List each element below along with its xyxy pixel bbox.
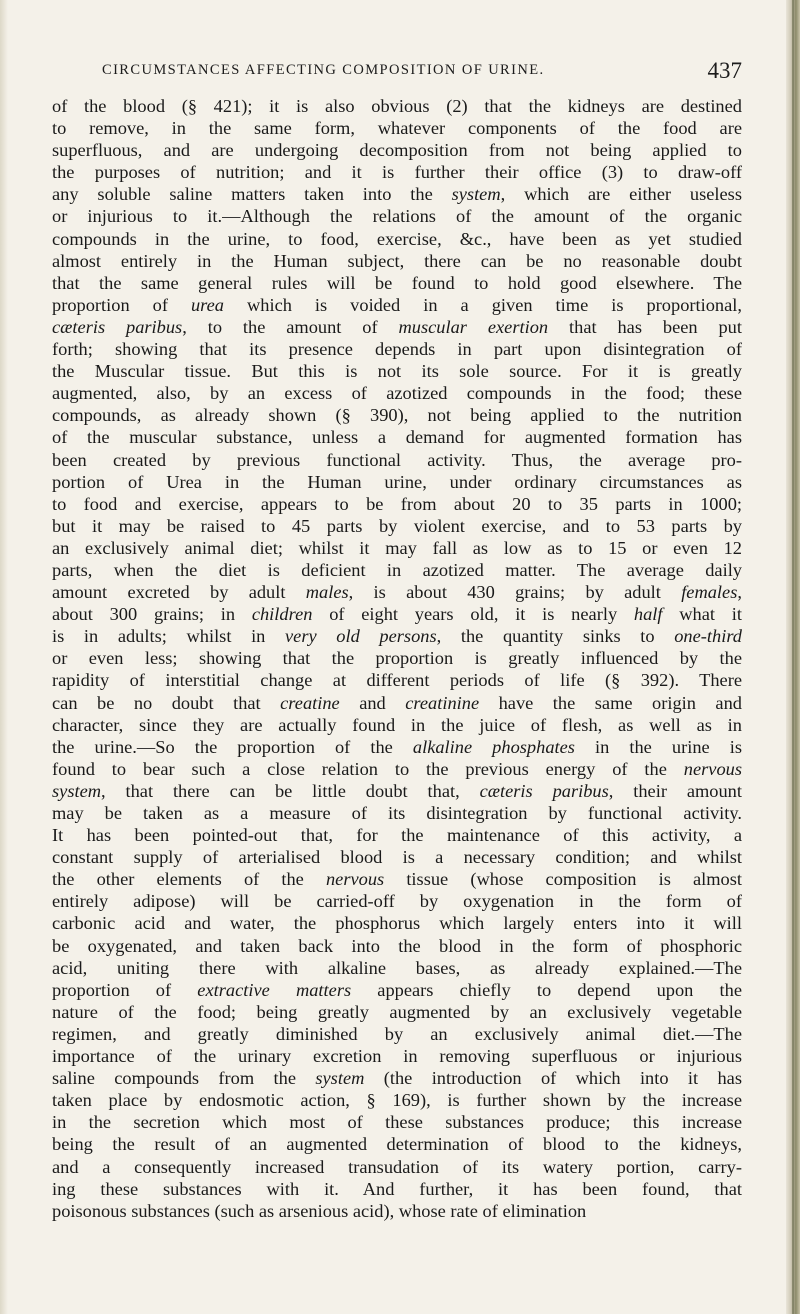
text-line: system, that there can be little doubt that, cæteris paribus, their amount <box>52 780 742 801</box>
text-line: poisonous substances (such as arsenious acid), whose rate of elimination <box>52 1200 587 1221</box>
running-head: CIRCUMSTANCES AFFECTING COMPOSITION OF URINE. <box>102 62 545 78</box>
text-line: be oxygenated, and taken back into the blood in the form of phosphoric <box>52 935 742 956</box>
text-line: proportion of urea which is voided in a given time is proportional, <box>52 294 742 315</box>
text-line: carbonic acid and water, the phosphorus which largely enters into it will <box>52 913 742 934</box>
text-line: entirely adipose) will be carried-off by oxygenation in the form of <box>52 891 742 912</box>
text-line: can be no doubt that creatine and creatinine have the same origin and <box>52 692 742 713</box>
text-line: character, since they are actually found in the juice of flesh, as well as in <box>52 714 742 735</box>
page-header <box>90 58 750 88</box>
text-line: taken place by endosmotic action, § 169), is further shown by the increase <box>52 1090 742 1111</box>
text-line: being the result of an augmented determination of blood to the kidneys, <box>52 1134 742 1155</box>
body-paragraph <box>52 95 742 1222</box>
text-line: saline compounds from the system (the introduction of which into it has <box>52 1068 742 1089</box>
text-line: been created by previous functional activity. Thus, the average pro- <box>52 449 742 470</box>
text-line: constant supply of arterialised blood is a necessary condition; and whilst <box>52 847 742 868</box>
text-line: It has been pointed-out that, for the maintenance of this activity, a <box>52 825 742 846</box>
text-line: to remove, in the same form, whatever components of the food are <box>52 118 742 139</box>
text-line: compounds, as already shown (§ 390), not being applied to the nutrition <box>52 405 742 426</box>
text-line: that the same general rules will be found to hold good elsewhere. The <box>52 272 742 293</box>
text-line: almost entirely in the Human subject, there can be no reasonable doubt <box>52 250 742 271</box>
text-line: or even less; showing that the proportion is greatly influenced by the <box>52 648 742 669</box>
text-line: rapidity of interstitial change at different periods of life (§ 392). There <box>52 670 742 691</box>
text-line: about 300 grains; in children of eight years old, it is nearly half what it <box>52 604 742 625</box>
text-line: augmented, also, by an excess of azotized compounds in the food; these <box>52 383 742 404</box>
text-line: portion of Urea in the Human urine, under ordinary circumstances as <box>52 471 742 492</box>
text-line: an exclusively animal diet; whilst it may fall as low as to 15 or even 12 <box>52 537 742 558</box>
text-line: but it may be raised to 45 parts by violent exercise, and to 53 parts by <box>52 515 742 536</box>
text-line: ing these substances with it. And further, it has been found, that <box>52 1178 742 1199</box>
text-line: acid, uniting there with alkaline bases, as already explained.—The <box>52 957 742 978</box>
text-line: the purposes of nutrition; and it is further their office (3) to draw-off <box>52 162 742 183</box>
text-line: regimen, and greatly diminished by an exclusively animal diet.—The <box>52 1023 742 1044</box>
text-line: found to bear such a close relation to the previous energy of the nervous <box>52 758 742 779</box>
text-line: and a consequently increased transudation of its watery portion, carry- <box>52 1156 742 1177</box>
text-line: may be taken as a measure of its disintegration by functional activity. <box>52 803 742 823</box>
text-line: proportion of extractive matters appears chiefly to depend upon the <box>52 979 742 1000</box>
text-line: to food and exercise, appears to be from about 20 to 35 parts in 1000; <box>52 493 742 514</box>
text-line: cæteris paribus, to the amount of muscular exertion that has been put <box>52 316 742 337</box>
text-line: or injurious to it.—Although the relations of the amount of the organic <box>52 206 742 227</box>
page-edge-shadow <box>0 0 8 1314</box>
text-line: any soluble saline matters taken into the system, which are either useless <box>52 184 742 205</box>
text-line: amount excreted by adult males, is about 430 grains; by adult females, <box>52 582 742 603</box>
text-line: superfluous, and are undergoing decomposition from not being applied to <box>52 140 742 161</box>
text-line: is in adults; whilst in very old persons, the quantity sinks to one-third <box>52 626 742 647</box>
text-line: the Muscular tissue. But this is not its sole source. For it is greatly <box>52 361 742 382</box>
text-line: parts, when the diet is deficient in azotized matter. The average daily <box>52 559 742 580</box>
text-line: compounds in the urine, to food, exercise, &c., have been as yet studied <box>52 228 742 249</box>
text-line: importance of the urinary excretion in removing superfluous or injurious <box>52 1046 742 1067</box>
text-line: of the blood (§ 421); it is also obvious (2) that the kidneys are destined <box>52 96 742 116</box>
text-line: in the secretion which most of these substances produce; this increase <box>52 1112 742 1133</box>
text-line: the other elements of the nervous tissue (whose composition is almost <box>52 869 742 890</box>
spine-edge-line <box>792 0 794 1314</box>
text-line: of the muscular substance, unless a demand for augmented formation has <box>52 427 742 448</box>
page-number: 437 <box>707 58 742 83</box>
text-line: nature of the food; being greatly augmented by an exclusively vegetable <box>52 1001 742 1022</box>
text-line: forth; showing that its presence depends in part upon disintegration of <box>52 339 742 360</box>
text-line: the urine.—So the proportion of the alkaline phosphates in the urine is <box>52 736 742 757</box>
